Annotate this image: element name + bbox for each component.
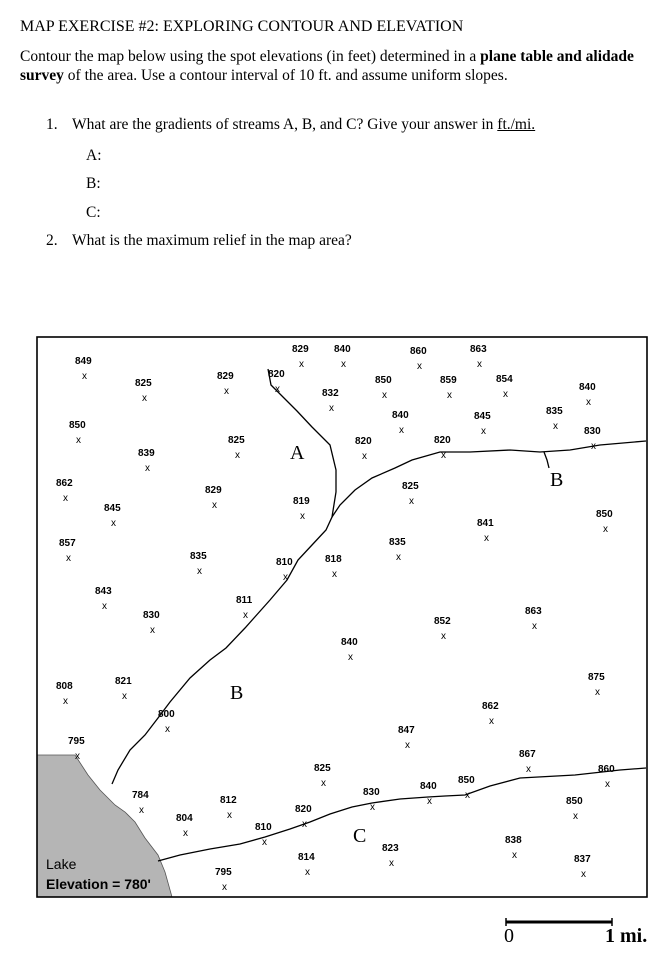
- spot-elevation-marker: x: [405, 740, 410, 751]
- spot-elevation-label: 804: [176, 813, 193, 824]
- spot-elevation-label: 814: [298, 852, 315, 863]
- spot-elevation-label: 859: [440, 375, 457, 386]
- spot-elevation-label: 838: [505, 835, 522, 846]
- spot-elevation-marker: x: [586, 397, 591, 408]
- answer-b-label: B:: [86, 175, 101, 192]
- page-title: MAP EXERCISE #2: EXPLORING CONTOUR AND ELEVATION: [20, 18, 464, 35]
- question-2-number: 2.: [46, 232, 58, 249]
- spot-elevation-label: 825: [228, 435, 245, 446]
- spot-elevation-label: 835: [546, 406, 563, 417]
- spot-elevation-label: 857: [59, 538, 76, 549]
- spot-elevation-label: 840: [579, 382, 596, 393]
- spot-elevation-marker: x: [183, 828, 188, 839]
- spot-elevation-marker: x: [150, 625, 155, 636]
- spot-elevation-marker: x: [283, 572, 288, 583]
- spot-elevation-label: 852: [434, 616, 451, 627]
- spot-elevation-marker: x: [122, 691, 127, 702]
- spot-elevation-marker: x: [63, 493, 68, 504]
- spot-elevation-marker: x: [396, 552, 401, 563]
- spot-elevation-label: 847: [398, 725, 415, 736]
- spot-elevation-marker: x: [111, 518, 116, 529]
- spot-elevation-marker: x: [481, 426, 486, 437]
- spot-elevation-marker: x: [362, 451, 367, 462]
- spot-elevation-label: 820: [355, 436, 372, 447]
- spot-elevation-marker: x: [332, 569, 337, 580]
- spot-elevation-marker: x: [370, 802, 375, 813]
- answer-a-label: A:: [86, 147, 102, 164]
- spot-elevation-label: 862: [482, 701, 499, 712]
- spot-elevation-label: 829: [292, 344, 309, 355]
- spot-elevation-marker: x: [605, 779, 610, 790]
- spot-elevation-marker: x: [222, 882, 227, 893]
- spot-elevation-label: 863: [470, 344, 487, 355]
- spot-elevation-label: 840: [334, 344, 351, 355]
- spot-elevation-marker: x: [63, 696, 68, 707]
- spot-elevation-label: 854: [496, 374, 513, 385]
- spot-elevation-marker: x: [484, 533, 489, 544]
- spot-elevation-marker: x: [212, 500, 217, 511]
- spot-elevation-label: 795: [215, 867, 232, 878]
- spot-elevation-marker: x: [441, 450, 446, 461]
- spot-elevation-label: 837: [574, 854, 591, 865]
- spot-elevation-label: 811: [236, 595, 253, 606]
- spot-elevation-marker: x: [227, 810, 232, 821]
- spot-elevation-label: 863: [525, 606, 542, 617]
- spot-elevation-marker: x: [102, 601, 107, 612]
- spot-elevation-marker: x: [142, 393, 147, 404]
- spot-elevation-marker: x: [591, 441, 596, 452]
- spot-elevation-label: 818: [325, 554, 342, 565]
- lake-elevation: Elevation = 780': [46, 876, 151, 892]
- spot-elevation-label: 850: [458, 775, 475, 786]
- spot-elevation-marker: x: [341, 359, 346, 370]
- spot-elevation-label: 825: [314, 763, 331, 774]
- instructions-post: of the area. Use a contour interval of 10 ft. and assume uniform slopes.: [63, 67, 508, 84]
- spot-elevation-label: 845: [474, 411, 491, 422]
- spot-elevation-label: 825: [402, 481, 419, 492]
- spot-elevation-marker: x: [503, 389, 508, 400]
- spot-elevation-marker: x: [243, 610, 248, 621]
- spot-elevation-marker: x: [299, 359, 304, 370]
- spot-elevation-label: 810: [255, 822, 272, 833]
- spot-elevation-marker: x: [300, 511, 305, 522]
- spot-elevations: [56, 344, 615, 893]
- question-1-body: What are the gradients of streams A, B, and C? Give your answer in: [72, 116, 498, 133]
- spot-elevation-marker: x: [145, 463, 150, 474]
- spot-elevation-label: 839: [138, 448, 155, 459]
- spot-elevation-marker: x: [329, 403, 334, 414]
- spot-elevation-label: 840: [392, 410, 409, 421]
- spot-elevation-label: 830: [584, 426, 601, 437]
- stream-b2-label: B: [550, 469, 564, 491]
- spot-elevation-label: 820: [295, 804, 312, 815]
- spot-elevation-marker: x: [302, 819, 307, 830]
- spot-elevation-label: 821: [115, 676, 132, 687]
- spot-elevation-marker: x: [477, 359, 482, 370]
- spot-elevation-marker: x: [66, 553, 71, 564]
- spot-elevation-label: 840: [420, 781, 437, 792]
- spot-elevation-label: 860: [410, 346, 427, 357]
- spot-elevation-label: 875: [588, 672, 605, 683]
- spot-elevation-marker: x: [305, 867, 310, 878]
- spot-elevation-label: 850: [566, 796, 583, 807]
- spot-elevation-marker: x: [465, 790, 470, 801]
- spot-elevation-label: 860: [598, 764, 615, 775]
- spot-elevation-label: 829: [205, 485, 222, 496]
- stream-a-label: A: [290, 442, 305, 464]
- spot-elevation-label: 812: [220, 795, 237, 806]
- spot-elevation-marker: x: [321, 778, 326, 789]
- stream-a: [112, 369, 336, 784]
- spot-elevation-label: 795: [68, 736, 85, 747]
- spot-elevation-marker: x: [489, 716, 494, 727]
- spot-elevation-marker: x: [427, 796, 432, 807]
- spot-elevation-marker: x: [197, 566, 202, 577]
- spot-elevation-marker: x: [224, 386, 229, 397]
- stream-b-label: B: [230, 682, 244, 704]
- spot-elevation-label: 825: [135, 378, 152, 389]
- spot-elevation-label: 843: [95, 586, 112, 597]
- spot-elevation-marker: x: [82, 371, 87, 382]
- spot-elevation-marker: x: [512, 850, 517, 861]
- spot-elevation-label: 849: [75, 356, 92, 367]
- spot-elevation-marker: x: [441, 631, 446, 642]
- spot-elevation-label: 850: [69, 420, 86, 431]
- spot-elevation-marker: x: [603, 524, 608, 535]
- instructions-bold: plane table and alidade survey: [20, 48, 634, 84]
- spot-elevation-marker: x: [139, 805, 144, 816]
- spot-elevation-marker: x: [409, 496, 414, 507]
- spot-elevation-label: 808: [56, 681, 73, 692]
- scale-end-label: 1 mi.: [605, 925, 648, 947]
- spot-elevation-marker: x: [389, 858, 394, 869]
- spot-elevation-label: 867: [519, 749, 536, 760]
- spot-elevation-marker: x: [275, 384, 280, 395]
- spot-elevation-marker: x: [573, 811, 578, 822]
- spot-elevation-marker: x: [532, 621, 537, 632]
- spot-elevation-label: 830: [143, 610, 160, 621]
- spot-elevation-label: 841: [477, 518, 494, 529]
- spot-elevation-label: 830: [363, 787, 380, 798]
- spot-elevation-label: 820: [268, 369, 285, 380]
- question-2-text: What is the maximum relief in the map area?: [72, 232, 352, 249]
- stream-a-branch: [332, 441, 646, 517]
- spot-elevation-marker: x: [235, 450, 240, 461]
- spot-elevation-marker: x: [553, 421, 558, 432]
- spot-elevation-marker: x: [447, 390, 452, 401]
- spot-elevation-marker: x: [581, 869, 586, 880]
- spot-elevation-marker: x: [348, 652, 353, 663]
- spot-elevation-label: 835: [389, 537, 406, 548]
- spot-elevation-label: 800: [158, 709, 175, 720]
- scale-start-label: 0: [504, 925, 514, 947]
- spot-elevation-marker: x: [75, 751, 80, 762]
- spot-elevation-marker: x: [526, 764, 531, 775]
- spot-elevation-label: 845: [104, 503, 121, 514]
- spot-elevation-label: 850: [375, 375, 392, 386]
- lake-name: Lake: [46, 856, 77, 872]
- answer-c-label: C:: [86, 204, 101, 221]
- spot-elevation-label: 835: [190, 551, 207, 562]
- spot-elevation-marker: x: [399, 425, 404, 436]
- question-1-number: 1.: [46, 116, 58, 133]
- instructions-pre: Contour the map below using the spot elevations (in feet) determined in a: [20, 48, 481, 65]
- spot-elevation-marker: x: [595, 687, 600, 698]
- spot-elevation-label: 832: [322, 388, 339, 399]
- spot-elevation-marker: x: [262, 837, 267, 848]
- spot-elevation-marker: x: [382, 390, 387, 401]
- spot-elevation-label: 840: [341, 637, 358, 648]
- spot-elevation-label: 784: [132, 790, 149, 801]
- spot-elevation-label: 862: [56, 478, 73, 489]
- spot-elevation-label: 810: [276, 557, 293, 568]
- spot-elevation-label: 829: [217, 371, 234, 382]
- spot-elevation-label: 850: [596, 509, 613, 520]
- spot-elevation-marker: x: [76, 435, 81, 446]
- question-1-unit: ft./mi.: [497, 116, 536, 133]
- spot-elevation-marker: x: [165, 724, 170, 735]
- stream-c-label: C: [353, 825, 367, 847]
- stream-b-tributary: [544, 452, 549, 468]
- spot-elevation-label: 820: [434, 435, 451, 446]
- spot-elevation-label: 819: [293, 496, 310, 507]
- spot-elevation-label: 823: [382, 843, 399, 854]
- spot-elevation-marker: x: [417, 361, 422, 372]
